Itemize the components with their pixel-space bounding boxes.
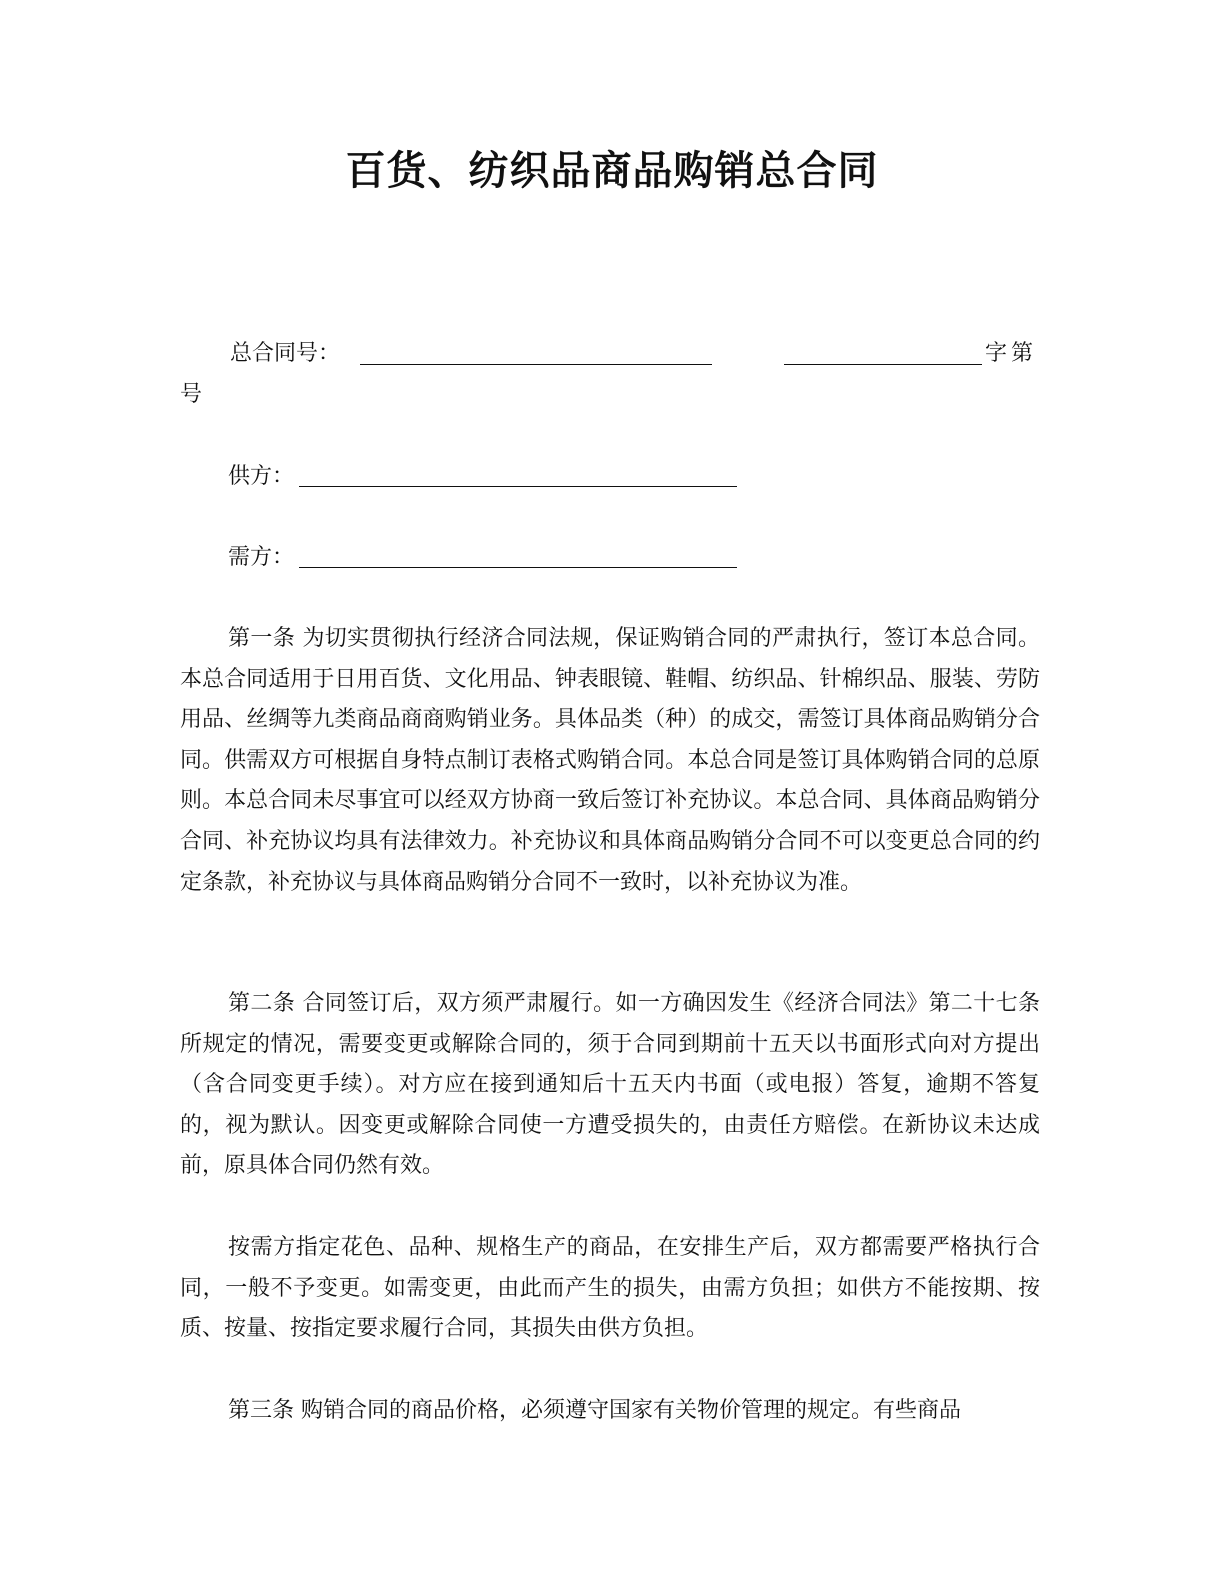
article-1: 第一条 为切实贯彻执行经济合同法规，保证购销合同的严肃执行，签订本总合同。本总合同适用于日用百货、文化用品、钟表眼镜、鞋帽、纺织品、针棉织品、服装、劳防用品、丝绸等九类商品商商购销业务。具体品类（种）的成交，需签订具体商品购销分合同。供需双方可根据自身特点制订表格式购销合同。本总合同是签订具体购销合同的总原则。本总合同未尽事宜可以经双方协商一致后签订补充协议。本总合同、具体商品购销分合同、补充协议均具有法律效力。补充协议和具体商品购销分合同不可以变更总合同的约定条款，补充协议与具体商品购销分合同不一致时，以补充协议为准。 [180,626,1040,895]
contract-number-label: 总合同号： [230,341,341,366]
buyer-label: 需方： [228,545,295,570]
article-2-supplement: 按需方指定花色、品种、规格生产的商品，在安排生产后，双方都需要严格执行合同，一般不予变更。如需变更，由此而产生的损失，由需方负担；如供方不能按期、按质、按量、按指定要求履行合同，其损失由供方负担。 [180,1235,1040,1342]
supplier-label: 供方： [228,464,295,489]
number-suffix: 号 [180,382,203,407]
article-3: 第三条 购销合同的商品价格，必须遵守国家有关物价管理的规定。有些商品 [228,1398,961,1423]
document-title: 百货、纺织品商品购销总合同 [345,148,879,194]
contract-number-blank[interactable] [360,364,712,365]
word-number-suffix: 字第 [985,341,1038,366]
buyer-blank[interactable] [299,567,737,568]
article-2: 第二条 合同签订后，双方须严肃履行。如一方确因发生《经济合同法》第二十七条所规定的情况，需要变更或解除合同的，须于合同到期前十五天以书面形式向对方提出（含合同变更手续）。对方应在接到通知后十五天内书面（或电报）答复，逾期不答复的，视为默认。因变更或解除合同使一方遭受损失的，由责任方赔偿。在新协议未达成前，原具体合同仍然有效。 [180,991,1040,1179]
supplier-blank[interactable] [299,486,737,487]
contract-word-blank[interactable] [784,364,982,365]
